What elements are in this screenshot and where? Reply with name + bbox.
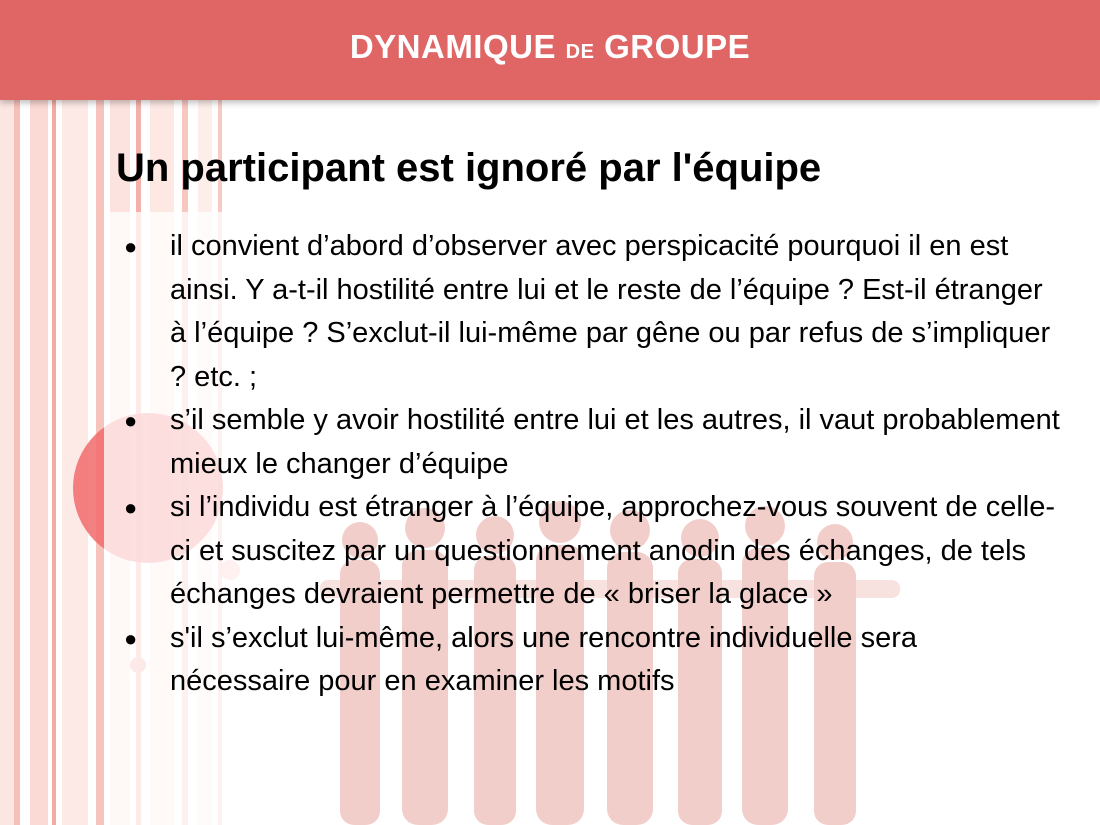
bullet-list bbox=[120, 225, 1060, 704]
bullet-text: s'il s’exclut lui-même, alors une rencontre individuelle sera nécessaire pour en examiner les motifs bbox=[170, 621, 917, 697]
bullet-dot-icon: ● bbox=[124, 495, 138, 520]
bullet-dot-icon: ● bbox=[124, 625, 138, 651]
bullet-dot-icon: ● bbox=[124, 408, 138, 433]
bullet-text: il convient d’abord d’observer avec perspicacité pourquoi il en est ainsi. Y a-t-il hostilité entre lui et le reste de l’équipe ? Est-il étranger à l’équipe ? S’exclut-il lui-même par gêne ou par refus de s’impliquer ? etc. ; bbox=[170, 230, 1051, 393]
bullet-text: si l’individu est étranger à l’équipe, approchez-vous souvent de celle-ci et suscitez par un questionnement anodin des échanges, de tels échanges devraient permettre de « briser la glace » bbox=[170, 491, 1056, 610]
list-item bbox=[120, 399, 1060, 486]
bullet-dot-icon: ● bbox=[124, 234, 138, 259]
list-item bbox=[120, 225, 1060, 399]
slide-title: Un participant est ignoré par l'équipe bbox=[116, 146, 822, 190]
bullet-text: s’il semble y avoir hostilité entre lui et les autres, il vaut probablement mieux le changer d’équipe bbox=[170, 404, 1060, 480]
header-title-part1: DYNAMIQUE bbox=[349, 28, 556, 65]
list-item bbox=[120, 486, 1060, 617]
header-title-part2: DE bbox=[565, 41, 595, 63]
header-title bbox=[0, 28, 1100, 66]
header-title-part3: GROUPE bbox=[604, 28, 751, 65]
list-item bbox=[120, 617, 1060, 704]
header-band bbox=[0, 0, 1100, 100]
